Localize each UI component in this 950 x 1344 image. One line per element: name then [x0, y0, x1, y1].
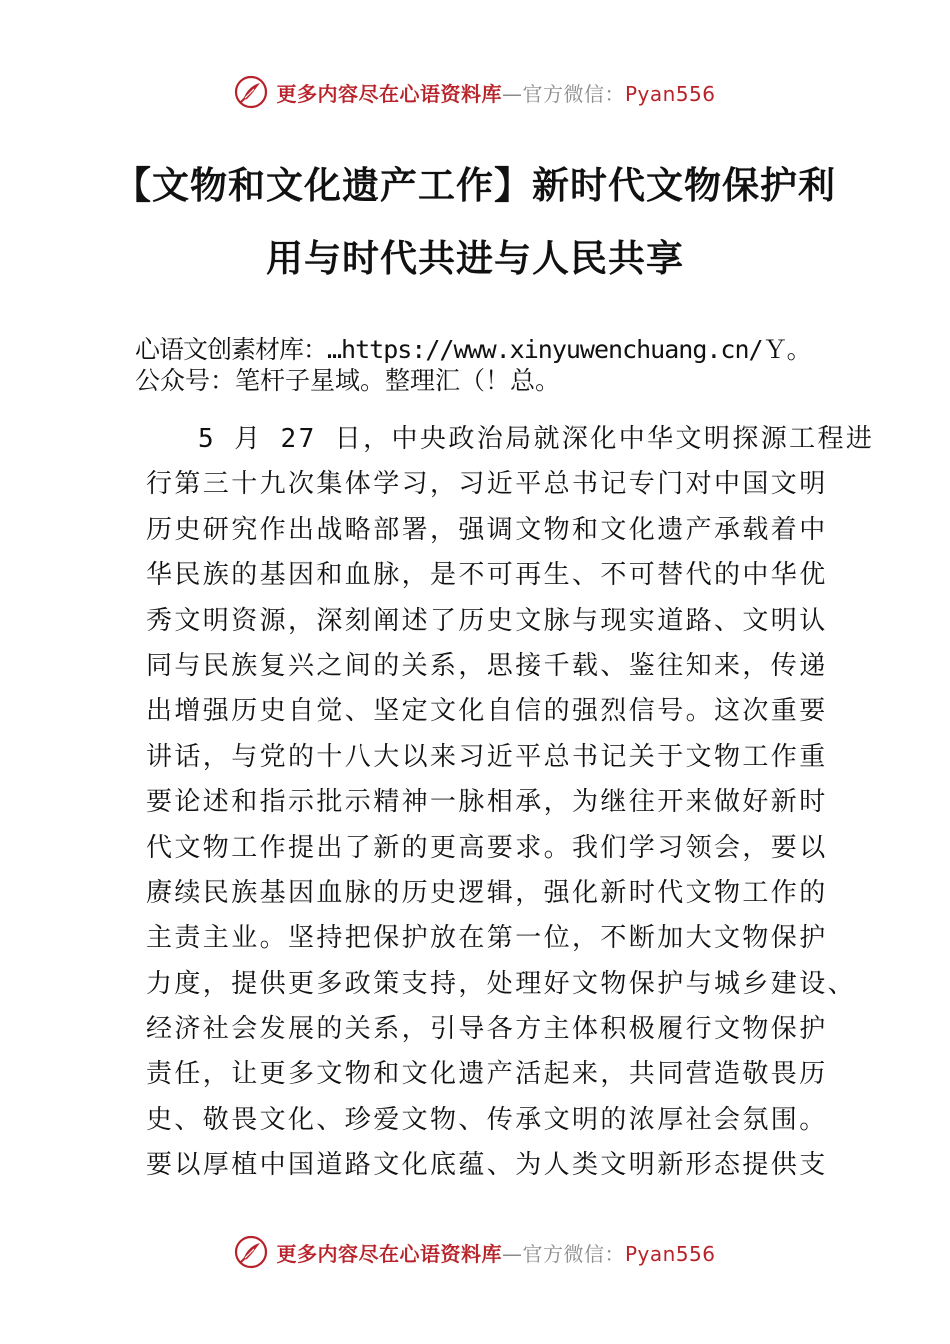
- body-line: 同与民族复兴之间的关系，思接千载、鉴往知来，传递: [146, 650, 828, 681]
- body-line: 赓续民族基因血脉的历史逻辑，强化新时代文物工作的: [146, 877, 828, 908]
- body-line: 力度，提供更多政策支持，处理好文物保护与城乡建设、: [146, 968, 857, 999]
- watermark-dash: —: [501, 81, 523, 106]
- body-line: 要以厚植中国道路文化底蕴、为人类文明新形态提供支: [146, 1150, 828, 1181]
- watermark-wechat-id: Pyan556: [624, 1241, 716, 1266]
- feather-pen-logo-icon: [234, 75, 268, 109]
- body-line: 讲话，与党的十八大以来习近平总书记关于文物工作重: [146, 741, 828, 772]
- body-line: 主责主业。坚持把保护放在第一位，不断加大文物保护: [146, 923, 828, 954]
- watermark-main: 更多内容尽在心语资料库: [276, 1241, 502, 1266]
- body-line: 要论述和指示批示精神一脉相承，为继往开来做好新时: [146, 787, 828, 818]
- body-line: 出增强历史自觉、坚定文化自信的强烈信号。这次重要: [146, 696, 828, 727]
- body-line: 行第三十九次集体学习，习近平总书记专门对中国文明: [146, 469, 828, 500]
- header-watermark-banner: [0, 72, 950, 112]
- body-line: 史、敬畏文化、珍爱文物、传承文明的浓厚社会氛围。: [146, 1104, 828, 1135]
- body-paragraph: [146, 417, 875, 1189]
- watermark-sub: 官方微信：: [522, 81, 625, 106]
- body-line: 5 月 27 日，中央政治局就深化中华文明探源工程进: [198, 424, 875, 454]
- body-line: 经济社会发展的关系，引导各方主体积极履行文物保护: [146, 1014, 828, 1045]
- watermark-sub: 官方微信：: [522, 1241, 625, 1266]
- source-line-1: 心语文创素材库：…https://www.xinyuwenchuang.cn/Ｙ。: [135, 335, 811, 364]
- watermark-main: 更多内容尽在心语资料库: [276, 81, 502, 106]
- body-line: 华民族的基因和血脉，是不可再生、不可替代的中华优: [146, 560, 828, 591]
- feather-pen-logo-icon: [234, 1235, 268, 1269]
- source-line-2: 公众号：笔杆子星域。整理汇（！总。: [135, 366, 561, 395]
- document-title-line-2: 用与时代共进与人民共享: [266, 237, 684, 280]
- body-line: 代文物工作提出了新的更高要求。我们学习领会，要以: [146, 832, 828, 863]
- footer-watermark-banner: [0, 1232, 950, 1272]
- watermark-text: [276, 1238, 715, 1267]
- body-line: 责任，让更多文物和文化遗产活起来，共同营造敬畏历: [146, 1059, 828, 1090]
- watermark-wechat-id: Pyan556: [624, 81, 716, 106]
- body-line: 秀文明资源，深刻阐述了历史文脉与现实道路、文明认: [146, 605, 828, 636]
- watermark-text: [276, 78, 715, 107]
- watermark-dash: —: [501, 1241, 523, 1266]
- body-line: 历史研究作出战略部署，强调文物和文化遗产承载着中: [146, 514, 828, 545]
- document-title-line-1: 【文物和文化遗产工作】新时代文物保护利: [114, 164, 836, 207]
